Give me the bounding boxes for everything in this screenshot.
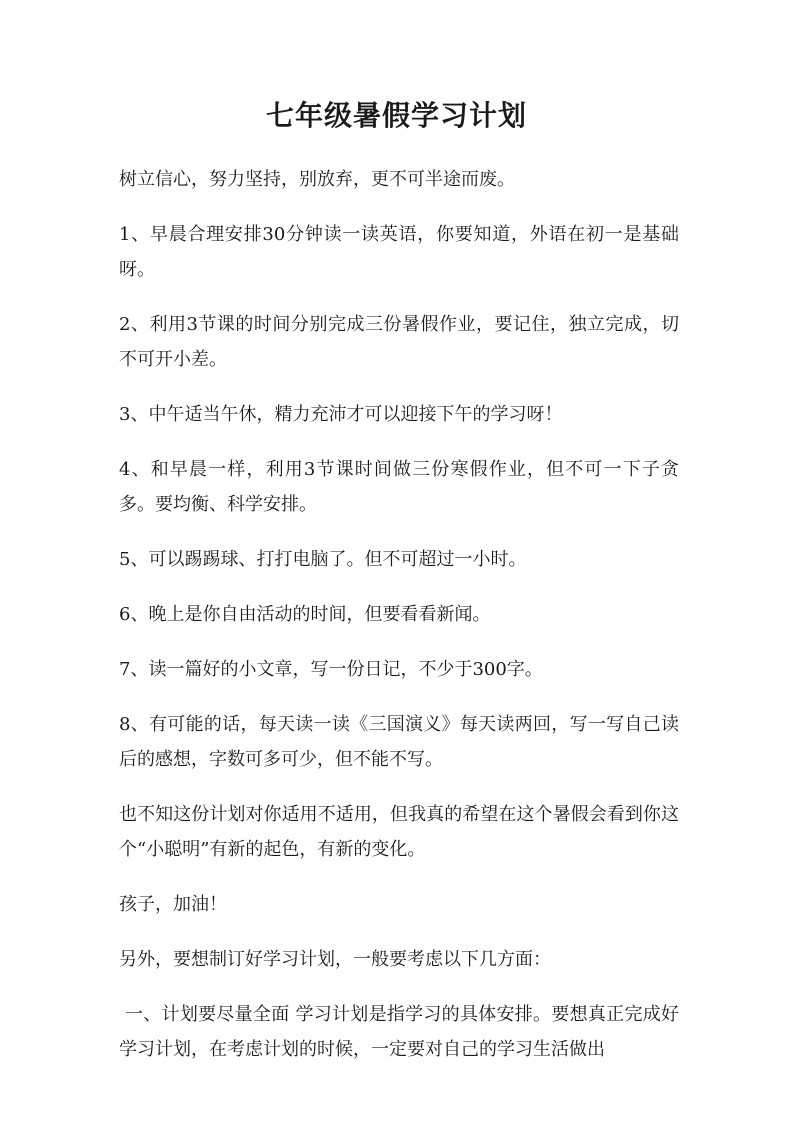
paragraph: 3、中午适当午休，精力充沛才可以迎接下午的学习呀！ bbox=[119, 404, 563, 425]
paragraph: 6、晚上是你自由活动的时间，但要看看新闻。 bbox=[119, 604, 491, 625]
paragraph: 一、计划要尽量全面 学习计划是指学习的具体安排。要想真正完成好学习计划，在考虑计划的时候，一定要对自己的学习生活做出 bbox=[119, 1004, 679, 1060]
document-body bbox=[119, 162, 679, 1087]
paragraph: 4、和早晨一样，利用3节课时间做三份寒假作业，但不可一下子贪多。要均衡、科学安排。 bbox=[119, 459, 679, 515]
paragraph: 7、读一篇好的小文章，写一份日记，不少于300字。 bbox=[119, 659, 543, 680]
paragraph: 5、可以踢踢球、打打电脑了。但不可超过一小时。 bbox=[119, 549, 527, 570]
paragraph: 2、利用3节课的时间分别完成三份暑假作业，要记住，独立完成，切不可开小差。 bbox=[119, 314, 679, 370]
paragraph: 8、有可能的话，每天读一读《三国演义》每天读两回，写一写自己读后的感想，字数可多可少，但不能不写。 bbox=[119, 714, 679, 770]
document-title: 七年级暑假学习计划 bbox=[265, 99, 527, 132]
paragraph: 也不知这份计划对你适用不适用，但我真的希望在这个暑假会看到你这个“小聪明”有新的起色，有新的变化。 bbox=[119, 804, 679, 860]
paragraph: 树立信心，努力坚持，别放弃，更不可半途而废。 bbox=[119, 169, 515, 190]
paragraph: 孩子，加油！ bbox=[119, 894, 227, 915]
paragraph: 1、早晨合理安排30分钟读一读英语，你要知道，外语在初一是基础呀。 bbox=[119, 224, 679, 280]
paragraph: 另外，要想制订好学习计划，一般要考虑以下几方面： bbox=[119, 949, 551, 970]
